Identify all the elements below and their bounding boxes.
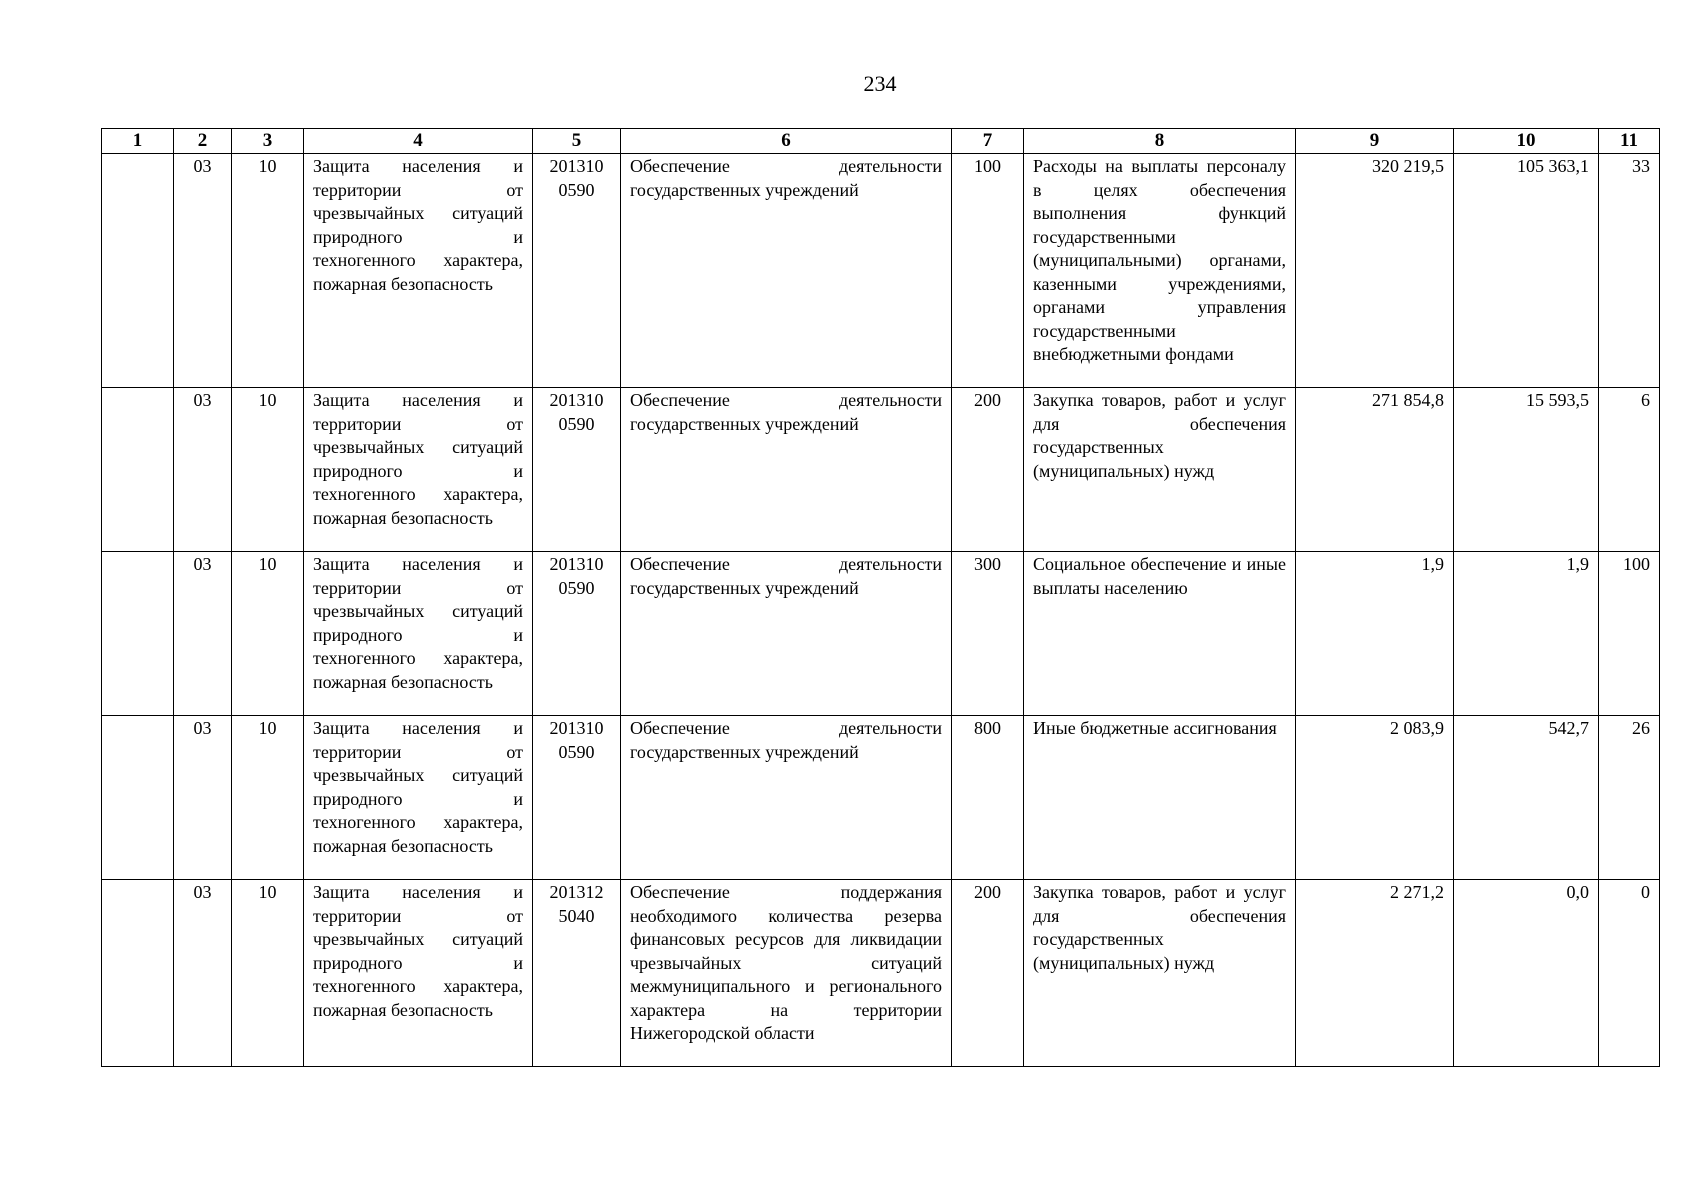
cell-actual-amount: 1,9 (1454, 552, 1599, 716)
cell-target-code: 201310 0590 (533, 154, 621, 388)
cell-target-name: Обеспечение деятельности государственных учреждений (621, 388, 952, 552)
cell-plan-amount: 2 083,9 (1296, 716, 1454, 880)
column-header-7: 7 (952, 129, 1024, 154)
cell-expense-code: 100 (952, 154, 1024, 388)
cell-percent: 26 (1599, 716, 1660, 880)
cell-target-code: 201310 0590 (533, 388, 621, 552)
cell-percent: 0 (1599, 880, 1660, 1067)
table-body (102, 154, 1660, 1067)
cell-section-name: Защита населения и территории от чрезвычайных ситуаций природного и техногенного характера, пожарная безопасность (304, 880, 533, 1067)
column-header-10: 10 (1454, 129, 1599, 154)
table-row (102, 388, 1660, 552)
column-header-11: 11 (1599, 129, 1660, 154)
cell-expense-code: 200 (952, 880, 1024, 1067)
cell-plan-amount: 320 219,5 (1296, 154, 1454, 388)
header-row (102, 129, 1660, 154)
cell-subsection: 10 (232, 154, 304, 388)
column-header-3: 3 (232, 129, 304, 154)
cell-section-name: Защита населения и территории от чрезвычайных ситуаций природного и техногенного характера, пожарная безопасность (304, 154, 533, 388)
cell-plan-amount: 271 854,8 (1296, 388, 1454, 552)
cell-plan-amount: 1,9 (1296, 552, 1454, 716)
table-header (102, 129, 1660, 154)
cell-col1 (102, 388, 174, 552)
cell-section-name: Защита населения и территории от чрезвычайных ситуаций природного и техногенного характера, пожарная безопасность (304, 552, 533, 716)
cell-target-name: Обеспечение деятельности государственных учреждений (621, 552, 952, 716)
cell-actual-amount: 105 363,1 (1454, 154, 1599, 388)
cell-expense-name: Закупка товаров, работ и услуг для обеспечения государственных (муниципальных) нужд (1024, 880, 1296, 1067)
table-row (102, 154, 1660, 388)
column-header-6: 6 (621, 129, 952, 154)
cell-subsection: 10 (232, 552, 304, 716)
cell-col1 (102, 154, 174, 388)
cell-target-code: 201310 0590 (533, 552, 621, 716)
table-row (102, 716, 1660, 880)
cell-target-name: Обеспечение поддержания необходимого количества резерва финансовых ресурсов для ликвидации чрезвычайных ситуаций межмуниципального и регионального характера на территории Нижегородской области (621, 880, 952, 1067)
column-header-8: 8 (1024, 129, 1296, 154)
cell-percent: 6 (1599, 388, 1660, 552)
cell-col1 (102, 880, 174, 1067)
column-header-5: 5 (533, 129, 621, 154)
cell-expense-name: Иные бюджетные ассигнования (1024, 716, 1296, 880)
cell-expense-code: 300 (952, 552, 1024, 716)
cell-target-name: Обеспечение деятельности государственных учреждений (621, 154, 952, 388)
cell-percent: 100 (1599, 552, 1660, 716)
cell-percent: 33 (1599, 154, 1660, 388)
cell-subsection: 10 (232, 388, 304, 552)
cell-col1 (102, 552, 174, 716)
column-header-1: 1 (102, 129, 174, 154)
cell-subsection: 10 (232, 716, 304, 880)
table-row (102, 552, 1660, 716)
cell-section: 03 (174, 552, 232, 716)
cell-plan-amount: 2 271,2 (1296, 880, 1454, 1067)
cell-section-name: Защита населения и территории от чрезвычайных ситуаций природного и техногенного характера, пожарная безопасность (304, 388, 533, 552)
cell-target-code: 201310 0590 (533, 716, 621, 880)
cell-section: 03 (174, 716, 232, 880)
cell-col1 (102, 716, 174, 880)
column-header-9: 9 (1296, 129, 1454, 154)
table-row (102, 880, 1660, 1067)
cell-target-name: Обеспечение деятельности государственных учреждений (621, 716, 952, 880)
cell-actual-amount: 0,0 (1454, 880, 1599, 1067)
cell-target-code: 201312 5040 (533, 880, 621, 1067)
cell-section: 03 (174, 388, 232, 552)
cell-expense-code: 800 (952, 716, 1024, 880)
cell-section-name: Защита населения и территории от чрезвычайных ситуаций природного и техногенного характера, пожарная безопасность (304, 716, 533, 880)
cell-section: 03 (174, 880, 232, 1067)
cell-actual-amount: 15 593,5 (1454, 388, 1599, 552)
cell-expense-code: 200 (952, 388, 1024, 552)
column-header-4: 4 (304, 129, 533, 154)
cell-expense-name: Социальное обеспечение и иные выплаты населению (1024, 552, 1296, 716)
budget-table (101, 128, 1660, 1067)
cell-expense-name: Расходы на выплаты персоналу в целях обеспечения выполнения функций государственными (муниципальными) органами, казенными учреждениями, органами управления государственными внебюджетными фондами (1024, 154, 1296, 388)
page-number: 234 (863, 71, 897, 96)
column-header-2: 2 (174, 129, 232, 154)
cell-section: 03 (174, 154, 232, 388)
cell-subsection: 10 (232, 880, 304, 1067)
cell-expense-name: Закупка товаров, работ и услуг для обеспечения государственных (муниципальных) нужд (1024, 388, 1296, 552)
cell-actual-amount: 542,7 (1454, 716, 1599, 880)
